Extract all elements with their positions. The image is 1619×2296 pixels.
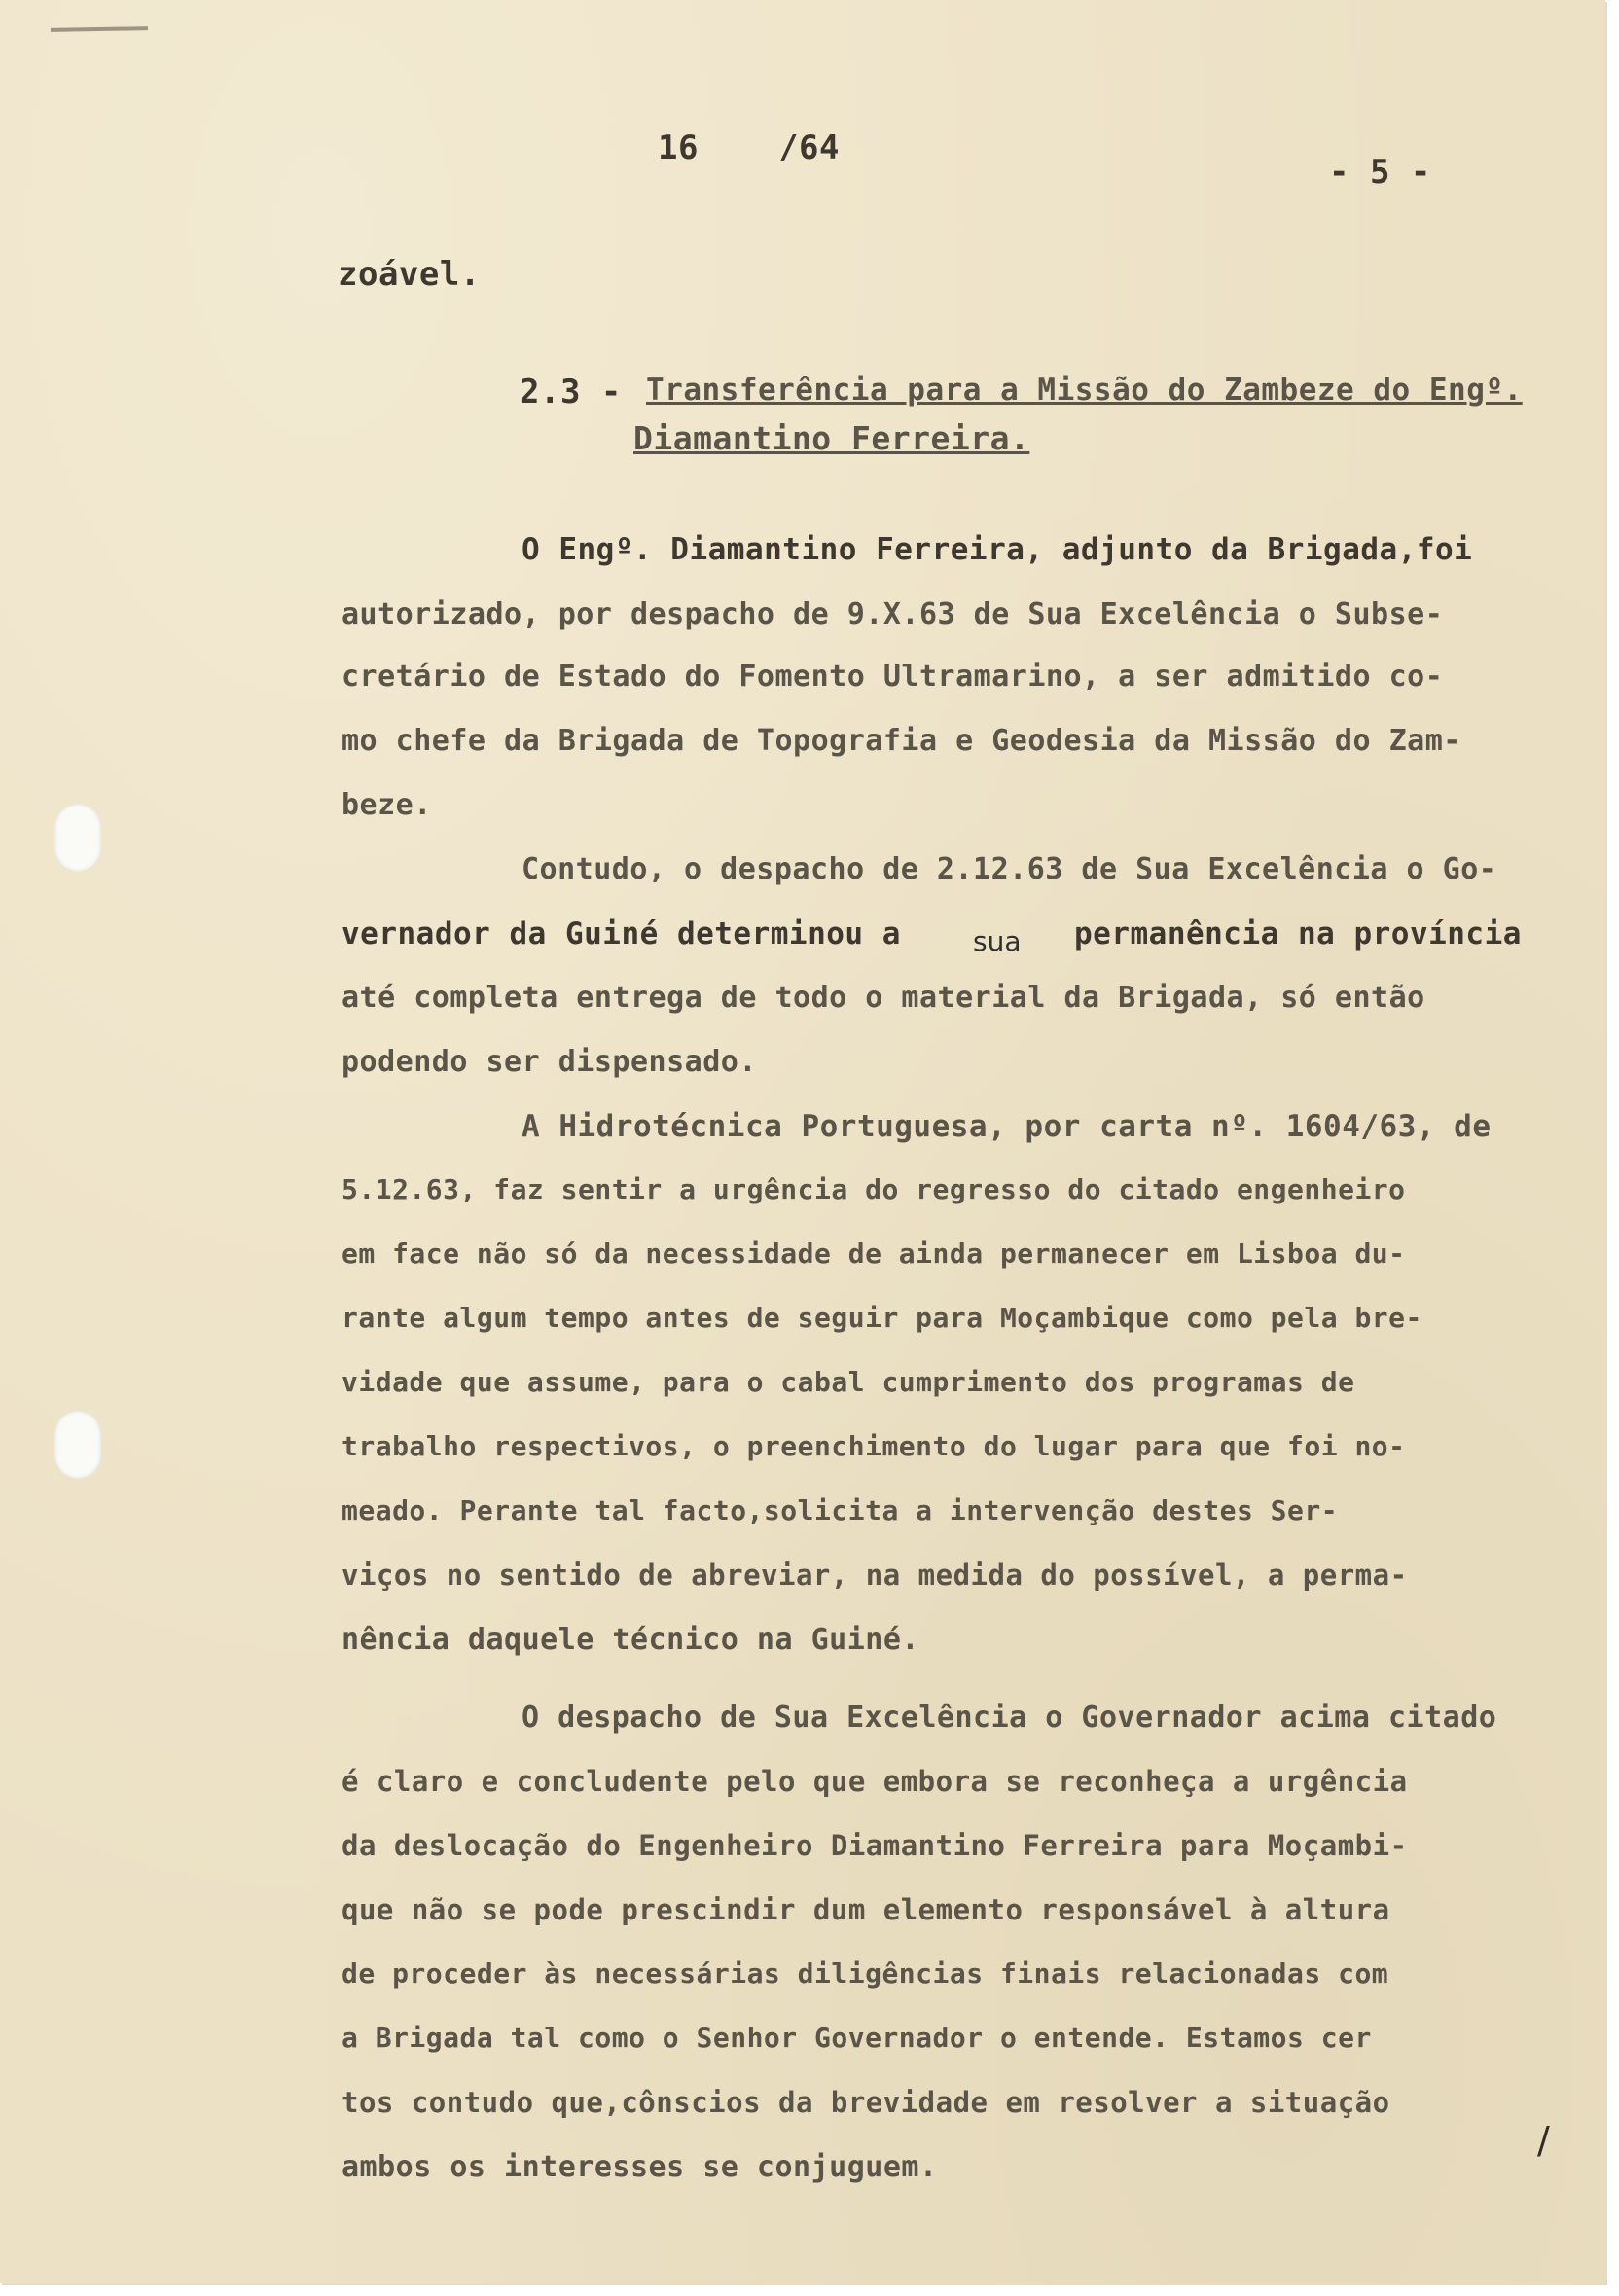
paragraph-1-line-2: autorizado, por despacho de 9.X.63 de Sua Excelência o Subse- bbox=[342, 597, 1444, 631]
punch-hole-top bbox=[54, 804, 101, 872]
page-number: - 5 - bbox=[1329, 153, 1431, 192]
section-number: 2.3 - bbox=[520, 373, 622, 412]
paragraph-3-line-9: nência daquele técnico na Guiné. bbox=[342, 1623, 919, 1657]
paragraph-2-line-3: até completa entrega de todo o material da Brigada, só então bbox=[342, 981, 1425, 1015]
handwritten-stroke: / bbox=[1537, 2119, 1550, 2162]
paragraph-3-line-6: trabalho respectivos, o preenchimento do lugar para que foi no- bbox=[342, 1430, 1406, 1462]
paragraph-4-line-8: ambos os interesses se conjuguem. bbox=[342, 2150, 938, 2184]
paragraph-2-line-2-cont: permanência na província bbox=[1074, 916, 1522, 951]
paragraph-4-line-6: a Brigada tal como o Senhor Governador o entende. Estamos cer bbox=[342, 2022, 1372, 2054]
paragraph-3-line-7: meado. Perante tal facto,solicita a intervenção destes Ser- bbox=[342, 1494, 1339, 1526]
paragraph-2-line-4: podendo ser dispensado. bbox=[342, 1045, 757, 1079]
ink-smudge bbox=[51, 26, 148, 32]
paragraph-1-line-3: cretário de Estado do Fomento Ultramarino, a ser admitido co- bbox=[342, 660, 1444, 694]
paragraph-3-line-4: rante algum tempo antes de seguir para Moçambique como pela bre- bbox=[342, 1302, 1422, 1334]
paragraph-4-line-4: que não se pode prescindir dum elemento responsável à altura bbox=[342, 1893, 1390, 1926]
document-number: 16 bbox=[658, 128, 699, 167]
carryover-text: zoável. bbox=[338, 255, 481, 294]
paragraph-3-line-5: vidade que assume, para o cabal cumprimento dos programas de bbox=[342, 1366, 1355, 1398]
paragraph-4-line-1: O despacho de Sua Excelência o Governador acima citado bbox=[522, 1701, 1497, 1735]
paragraph-3-line-3: em face não só da necessidade de ainda permanecer em Lisboa du- bbox=[342, 1238, 1406, 1270]
section-title-line-1: Transferência para a Missão do Zambeze do Engº. bbox=[646, 373, 1523, 408]
punch-hole-bottom bbox=[54, 1411, 101, 1479]
paragraph-1-line-4: mo chefe da Brigada de Topografia e Geodesia da Missão do Zam- bbox=[342, 724, 1461, 758]
paragraph-1-line-5: beze. bbox=[342, 788, 432, 822]
paragraph-4-line-7: tos contudo que,cônscios da brevidade em resolver a situação bbox=[342, 2086, 1390, 2119]
document-year: /64 bbox=[778, 128, 840, 167]
paragraph-3-line-2: 5.12.63, faz sentir a urgência do regresso do citado engenheiro bbox=[342, 1173, 1406, 1205]
paragraph-1-line-1: O Engº. Diamantino Ferreira, adjunto da Brigada,foi bbox=[522, 532, 1473, 567]
paragraph-2-line-2: vernador da Guiné determinou a bbox=[342, 916, 901, 951]
paragraph-4-line-5: de proceder às necessárias diligências finais relacionadas com bbox=[342, 1957, 1389, 1990]
inserted-word: sua bbox=[973, 925, 1022, 957]
paragraph-2-line-1: Contudo, o despacho de 2.12.63 de Sua Excelência o Go- bbox=[522, 852, 1497, 886]
paragraph-4-line-2: é claro e concludente pelo que embora se reconheça a urgência bbox=[342, 1765, 1408, 1798]
section-title-line-2: Diamantino Ferreira. bbox=[633, 419, 1030, 457]
paragraph-3-line-1: A Hidrotécnica Portuguesa, por carta nº. 1604/63, de bbox=[522, 1109, 1492, 1144]
paragraph-3-line-8: viços no sentido de abreviar, na medida do possível, a perma- bbox=[342, 1559, 1408, 1592]
paragraph-4-line-3: da deslocação do Engenheiro Diamantino Ferreira para Moçambi- bbox=[342, 1829, 1408, 1862]
